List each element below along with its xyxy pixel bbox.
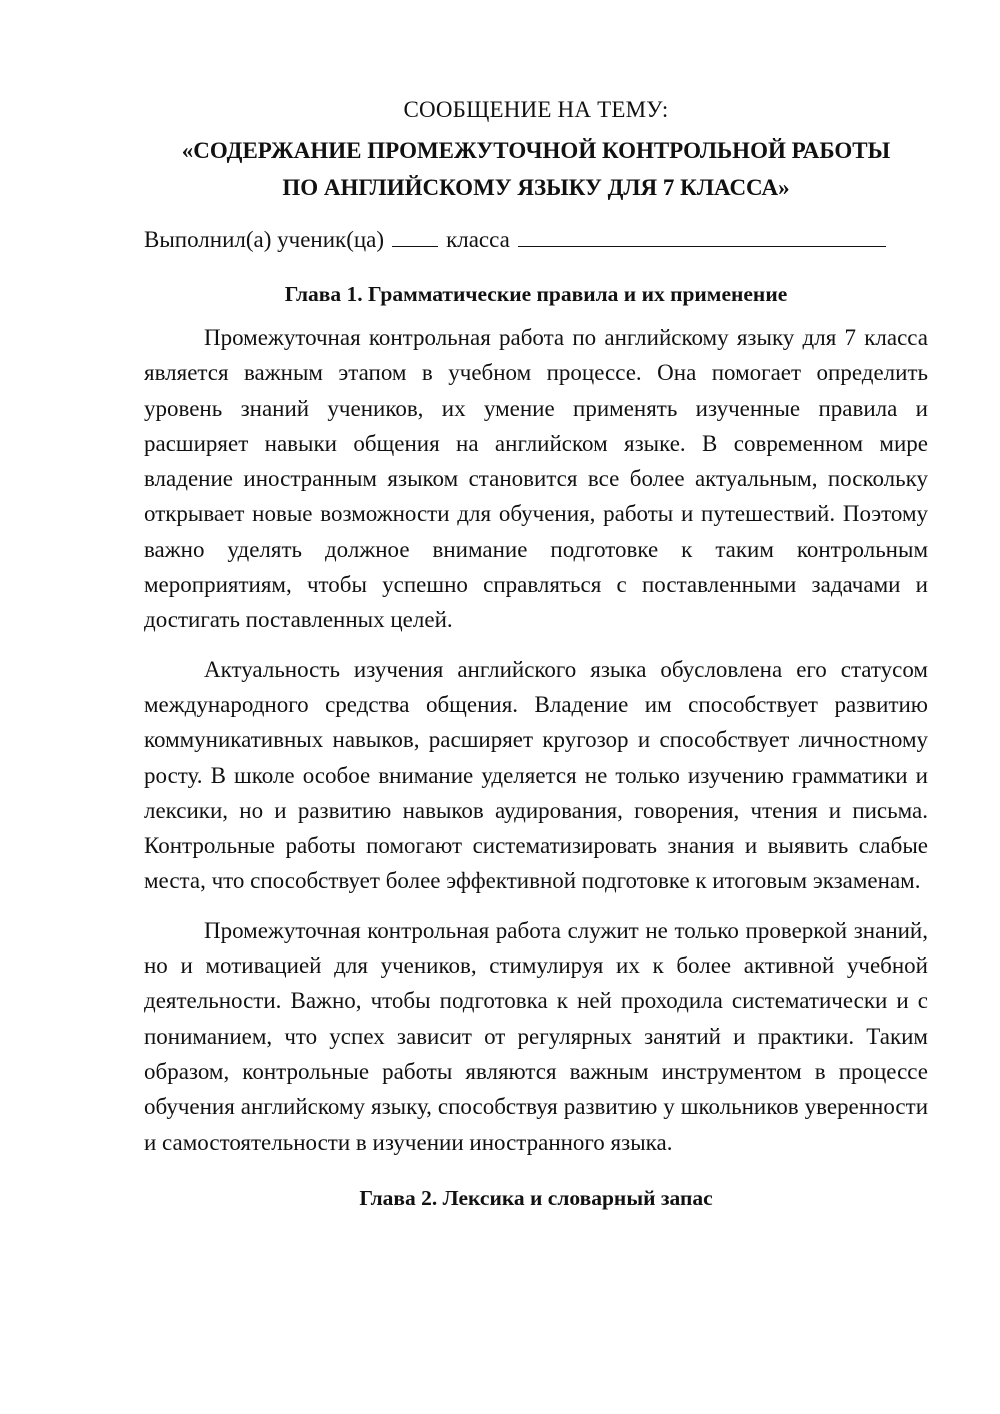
document-title-line-1: «СОДЕРЖАНИЕ ПРОМЕЖУТОЧНОЙ КОНТРОЛЬНОЙ РАБОТЫ [181,138,891,163]
paragraph-2: Актуальность изучения английского языка обусловлена его статусом международного средства общения. Владение им способствует развитию коммуникативных навыков, расширяет кругозор и способствует личностному росту. В школе особое внимание уделяется не только изучению грамматики и лексики, но и развитию навыков аудирования, говорения, чтения и письма. Контрольные работы помогают систематизировать знания и выявить слабые места, что способствует более эффективной подготовке к итоговым экзаменам. [144,656,928,894]
author-byline [144,222,928,258]
chapter-1-heading: Глава 1. Грамматические правила и их применение [284,282,788,306]
class-number-blank [392,224,438,247]
paragraph-3: Промежуточная контрольная работа служит не только проверкой знаний, но и мотивацией для учеников, стимулируя их к более активной учебной деятельности. Важно, чтобы подготовка к ней проходила систематически и с пониманием, что успех зависит от регулярных занятий и практики. Таким образом, контрольные работы являются важным инструментом в процессе обучения английскому языку, способствуя развитию у школьников уверенности и самостоятельности в изучении иностранного языка. [144,917,928,1155]
chapter-2-heading: Глава 2. Лексика и словарный запас [359,1185,713,1210]
byline-label: Выполнил(а) ученик(ца) [144,227,385,252]
document-title-line-2: ПО АНГЛИЙСКОМУ ЯЗЫКУ ДЛЯ 7 КЛАССА» [282,175,790,200]
paragraph-1: Промежуточная контрольная работа по английскому языку для 7 класса является важным этапом в учебном процессе. Она помогает определить уровень знаний учеников, их умение применять изученные правила и расширяет навыки общения на английском языке. В современном мире владение иностранным языком становится все более актуальным, поскольку открывает новые возможности для обучения, работы и путешествий. Поэтому важно уделять должное внимание подготовке к таким контрольным мероприятиям, чтобы успешно справляться с поставленными задачами и достигать поставленных целей. [144,325,928,633]
document-page [144,92,928,1214]
byline-class-label: класса [446,227,510,252]
student-name-blank [518,224,886,247]
document-heading: СООБЩЕНИЕ НА ТЕМУ: [403,97,669,122]
